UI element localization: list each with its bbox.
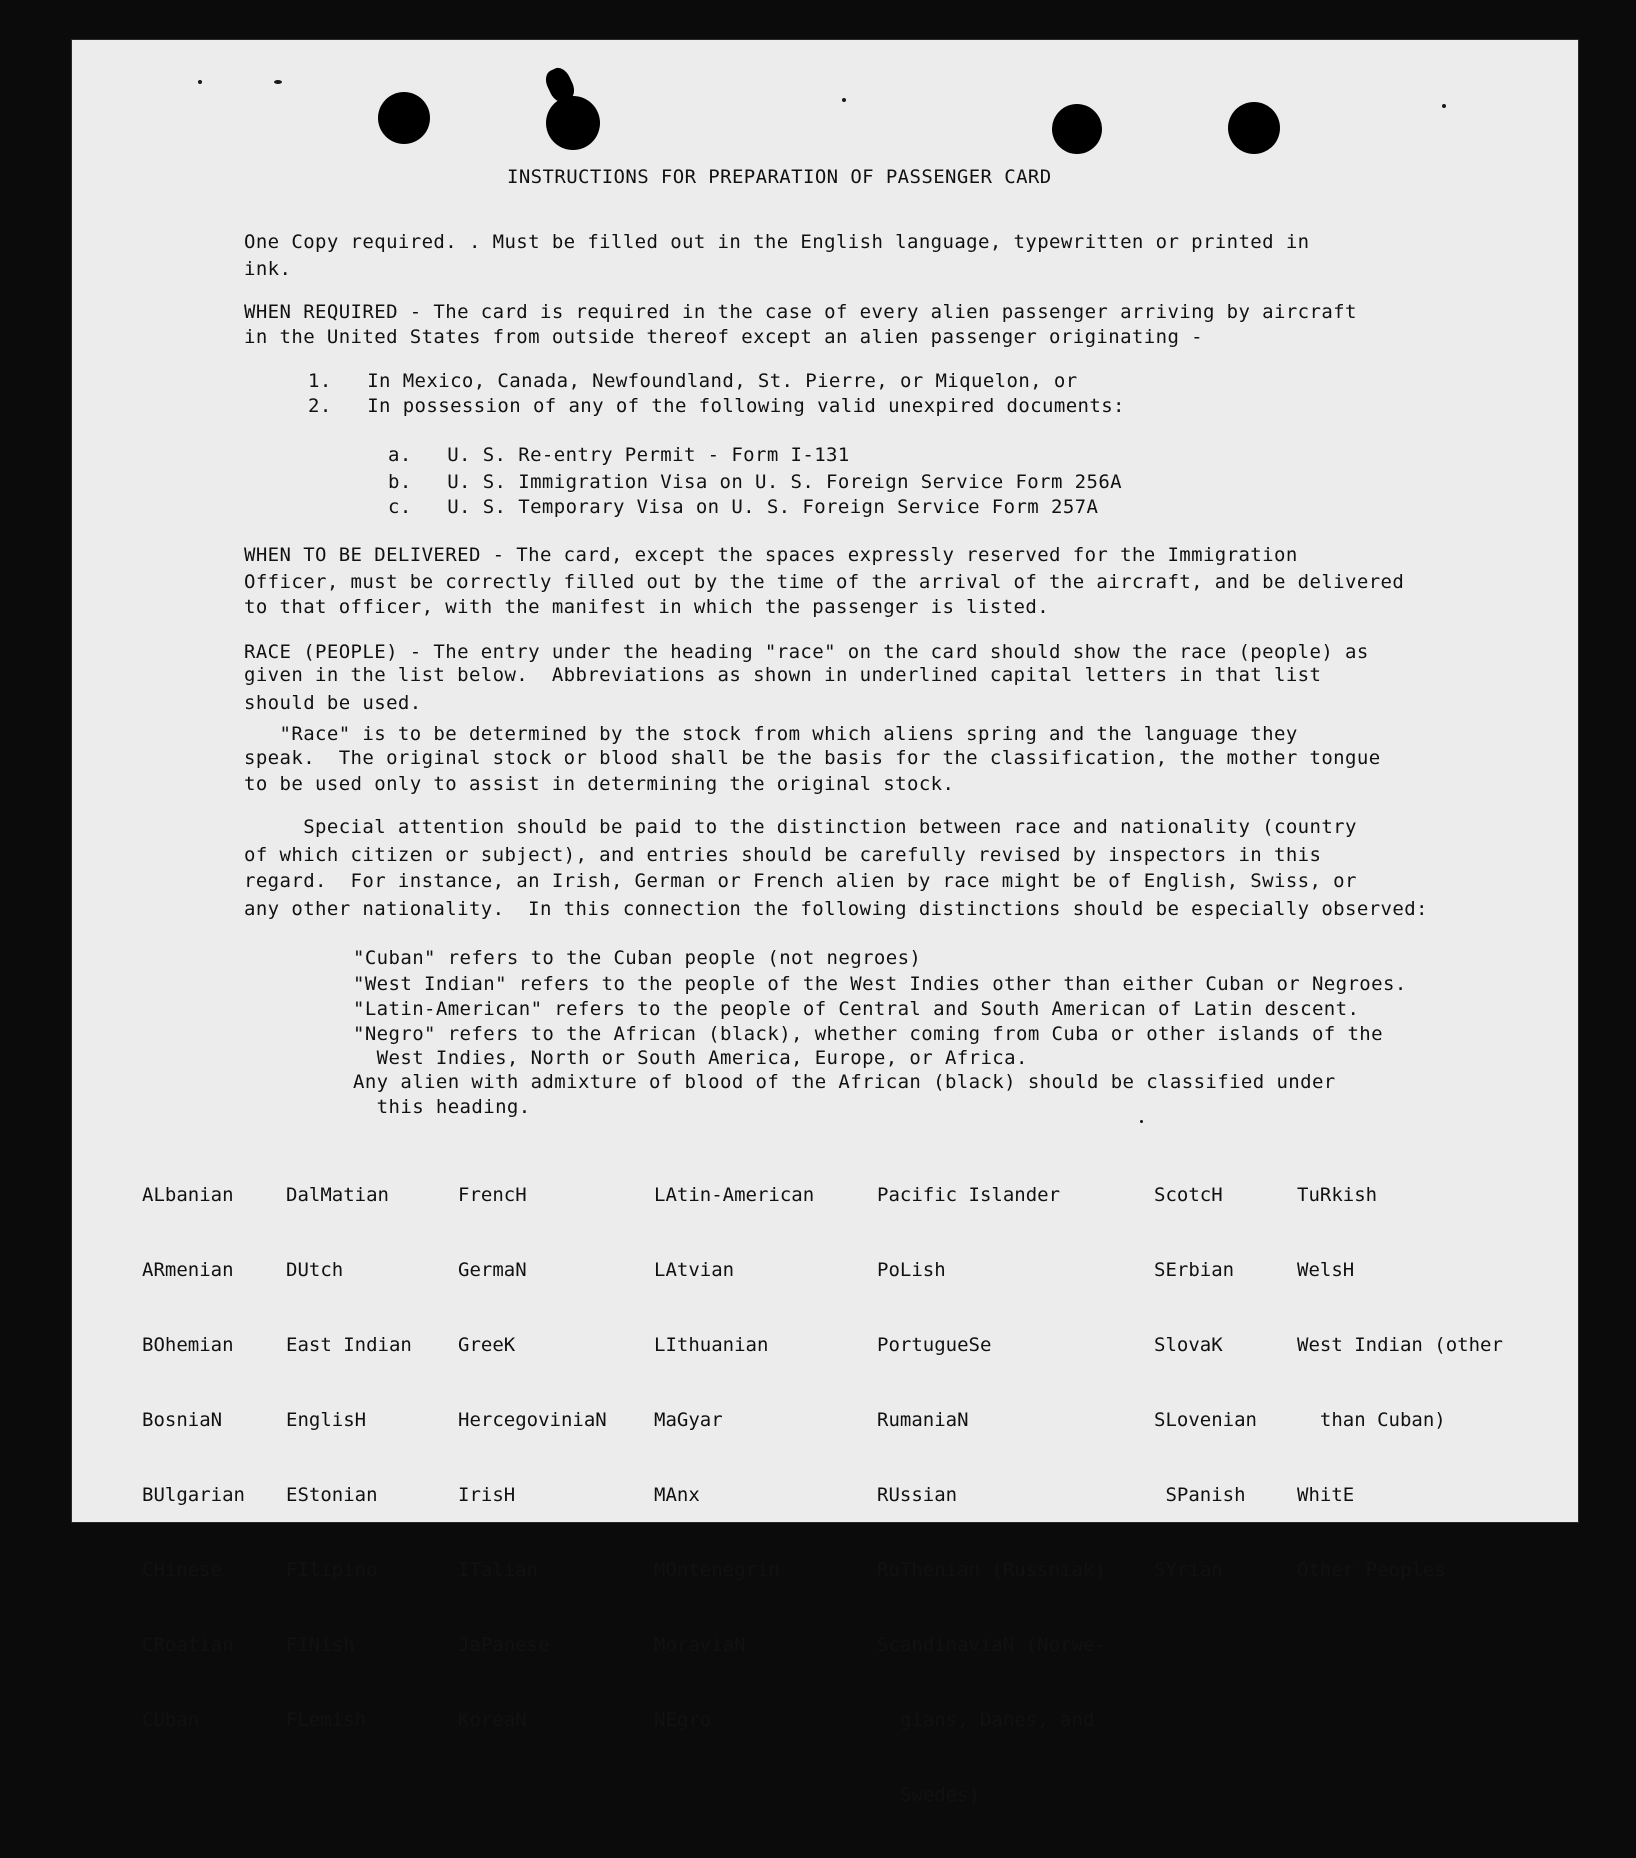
page-title: INSTRUCTIONS FOR PREPARATION OF PASSENGER CARD	[507, 166, 1052, 188]
text-line: to that officer, with the manifest in which the passenger is listed.	[244, 596, 1050, 618]
race-column	[877, 1133, 1106, 1858]
race-item: TuRkish	[1297, 1184, 1378, 1206]
race-item: RUssian	[877, 1484, 958, 1506]
speck	[842, 98, 846, 102]
race-item: RuThenian (Russniak)	[877, 1559, 1106, 1581]
race-item: than Cuban)	[1297, 1409, 1446, 1431]
race-item: East Indian	[286, 1334, 412, 1356]
speck	[274, 80, 282, 84]
race-item: WhitE	[1297, 1484, 1355, 1506]
race-column	[1297, 1133, 1503, 1633]
race-item: SErbian	[1154, 1259, 1235, 1281]
race-item: SlovaK	[1154, 1334, 1223, 1356]
text-line: ink.	[244, 258, 292, 280]
race-item: ScandinaviaN (Norwe-	[877, 1634, 1106, 1656]
race-item: PoLish	[877, 1259, 946, 1281]
text-line: regard. For instance, an Irish, German or French alien by race might be of English, Swiss, or	[244, 870, 1357, 892]
race-item: LAtin-American	[654, 1184, 815, 1206]
punch-hole	[378, 92, 430, 144]
list-item: 2. In possession of any of the following valid unexpired documents:	[308, 395, 1125, 417]
text-line: "Race" is to be determined by the stock from which aliens spring and the language they	[244, 723, 1298, 745]
race-item: FINish	[286, 1634, 355, 1656]
race-item: DUtch	[286, 1259, 344, 1281]
list-item: 1. In Mexico, Canada, Newfoundland, St. Pierre, or Miquelon, or	[308, 370, 1078, 392]
race-item: IrisH	[458, 1484, 516, 1506]
list-item: b. U. S. Immigration Visa on U. S. Foreign Service Form 256A	[388, 471, 1123, 493]
text-line: Special attention should be paid to the distinction between race and nationality (country	[244, 816, 1357, 838]
race-item: ScotcH	[1154, 1184, 1223, 1206]
race-item: MOntenegrin	[654, 1559, 780, 1581]
race-item: DalMatian	[286, 1184, 389, 1206]
race-item: HercegoviniaN	[458, 1409, 607, 1431]
race-item: GermaN	[458, 1259, 527, 1281]
race-item: JaPanese	[458, 1634, 550, 1656]
text-line: speak. The original stock or blood shall be the basis for the classification, the mother tongue	[244, 747, 1381, 769]
text-line: "Latin-American" refers to the people of Central and South American of Latin descent.	[353, 998, 1360, 1020]
text-line: WHEN REQUIRED - The card is required in the case of every alien passenger arriving by aircraft	[244, 301, 1357, 323]
text-line: West Indies, North or South America, Europe, or Africa.	[353, 1047, 1028, 1069]
punch-hole	[546, 96, 600, 150]
race-item: EStonian	[286, 1484, 378, 1506]
list-item: c. U. S. Temporary Visa on U. S. Foreign Service Form 257A	[388, 496, 1099, 518]
text-line: this heading.	[353, 1096, 531, 1118]
race-item: WelsH	[1297, 1259, 1355, 1281]
race-item: SYrian	[1154, 1559, 1223, 1581]
text-line: One Copy required. . Must be filled out in the English language, typewritten or printed in	[244, 231, 1310, 253]
race-item: FLemish	[286, 1709, 367, 1731]
race-item: Swedes)	[877, 1784, 980, 1806]
race-item: BOhemian	[142, 1334, 234, 1356]
race-item: MaGyar	[654, 1409, 723, 1431]
text-line: "West Indian" refers to the people of the West Indies other than either Cuban or Negroes.	[353, 973, 1407, 995]
race-item: LIthuanian	[654, 1334, 769, 1356]
race-column	[1154, 1133, 1257, 1633]
race-item: SPanish	[1154, 1484, 1246, 1506]
race-item: NEgro	[654, 1709, 712, 1731]
punch-hole	[1228, 102, 1280, 154]
race-item: CUban	[142, 1709, 200, 1731]
race-item: ALbanian	[142, 1184, 234, 1206]
text-line: Any alien with admixture of blood of the African (black) should be classified under	[353, 1071, 1336, 1093]
race-item: BUlgarian	[142, 1484, 245, 1506]
race-item: PortugueSe	[877, 1334, 992, 1356]
race-item: LAtvian	[654, 1259, 735, 1281]
text-line: in the United States from outside thereof except an alien passenger originating -	[244, 326, 1203, 348]
race-item: CHinese	[142, 1559, 223, 1581]
text-line: "Negro" refers to the African (black), whether coming from Cuba or other islands of the	[353, 1023, 1383, 1045]
race-item: ITalian	[458, 1559, 539, 1581]
race-item: CRoatian	[142, 1634, 234, 1656]
race-item: FIlipino	[286, 1559, 378, 1581]
race-item: BosniaN	[142, 1409, 223, 1431]
text-line: of which citizen or subject), and entries should be carefully revised by inspectors in this	[244, 844, 1322, 866]
text-line: WHEN TO BE DELIVERED - The card, except the spaces expressly reserved for the Immigration	[244, 544, 1298, 566]
text-line: any other nationality. In this connection the following distinctions should be especially observed:	[244, 898, 1428, 920]
text-line: should be used.	[244, 692, 422, 714]
race-item: West Indian (other	[1297, 1334, 1503, 1356]
race-item: Other Peoples	[1297, 1559, 1446, 1581]
race-item: EnglisH	[286, 1409, 367, 1431]
race-item: ARmenian	[142, 1259, 234, 1281]
race-column	[286, 1133, 412, 1783]
text-line: Officer, must be correctly filled out by the time of the arrival of the aircraft, and be delivered	[244, 571, 1405, 593]
race-item: FrencH	[458, 1184, 527, 1206]
race-item: MAnx	[654, 1484, 700, 1506]
text-line: "Cuban" refers to the Cuban people (not negroes)	[353, 947, 922, 969]
race-item: MoraviaN	[654, 1634, 746, 1656]
race-item: SLovenian	[1154, 1409, 1257, 1431]
text-line: to be used only to assist in determining the original stock.	[244, 773, 955, 795]
race-item: KoreaN	[458, 1709, 527, 1731]
list-item: a. U. S. Re-entry Permit - Form I-131	[388, 444, 850, 466]
punch-hole	[1052, 104, 1102, 154]
race-column	[458, 1133, 607, 1783]
race-item: GreeK	[458, 1334, 516, 1356]
speck	[1140, 1120, 1143, 1123]
race-column	[142, 1133, 245, 1783]
race-item: Pacific Islander	[877, 1184, 1061, 1206]
speck	[198, 80, 202, 84]
race-item: RumaniaN	[877, 1409, 969, 1431]
race-item: gians, Danes, and	[877, 1709, 1095, 1731]
race-column	[654, 1133, 814, 1783]
text-line: RACE (PEOPLE) - The entry under the heading "race" on the card should show the race (people) as	[244, 641, 1369, 663]
speck	[1442, 104, 1446, 108]
text-line: given in the list below. Abbreviations as shown in underlined capital letters in that list	[244, 664, 1322, 686]
